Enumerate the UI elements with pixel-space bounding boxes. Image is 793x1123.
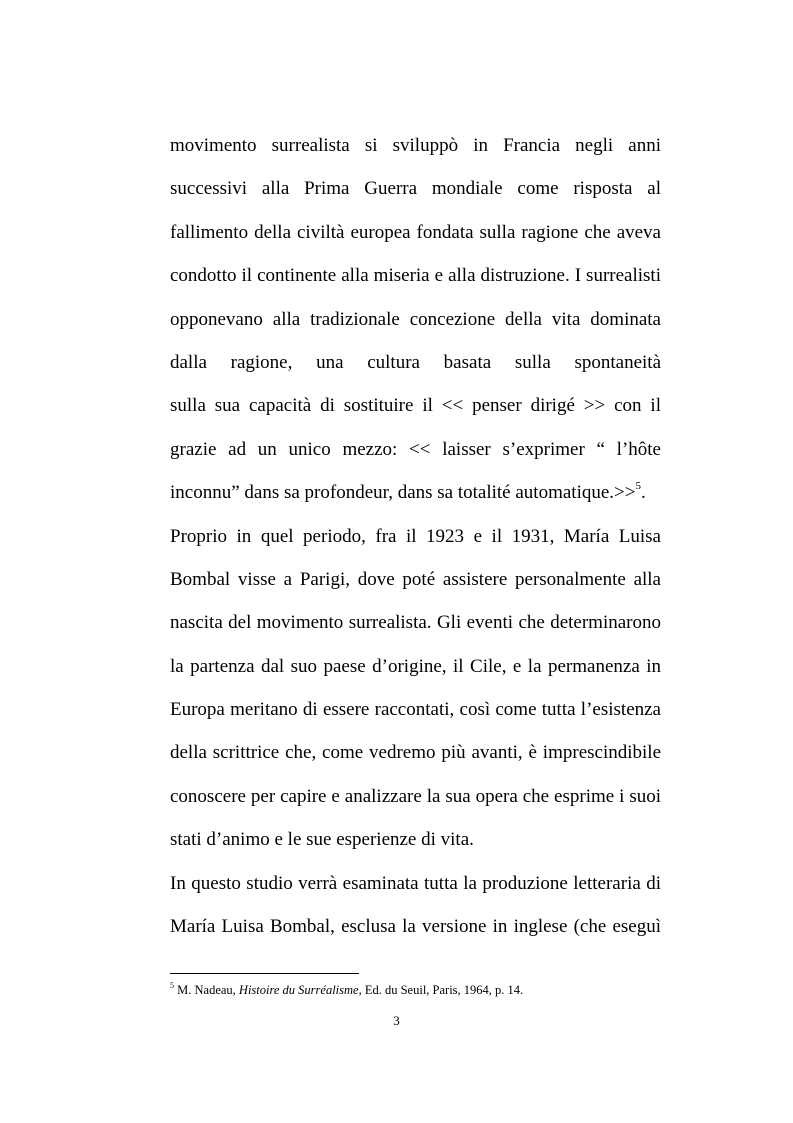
text-line: dalla ragione, una cultura basata sulla spontaneità [170, 351, 661, 373]
footnote-divider [170, 973, 359, 974]
text-line: Proprio in quel periodo, fra il 1923 e il 1931, María Luisa [170, 525, 661, 547]
footnote-suffix: Ed. du Seuil, Paris, 1964, p. 14. [361, 983, 524, 997]
text-line: condotto il continente alla miseria e alla distruzione. I surrealisti [170, 265, 661, 287]
body-text [170, 124, 661, 948]
text-line: della scrittrice che, come vedremo più avanti, è imprescindibile [170, 742, 661, 764]
trailing-period: . [640, 482, 646, 504]
text-line: fallimento della civiltà europea fondata sulla ragione che aveva [170, 221, 661, 243]
text-line: grazie ad un unico mezzo: << laisser s’exprimer “ l’hôte [170, 438, 661, 460]
footnote-reference[interactable]: 5 [635, 479, 641, 492]
text-line: sulla sua capacità di sostituire il << penser dirigé >> con il [170, 395, 661, 417]
text-line: In questo studio verrà esaminata tutta la produzione letteraria di [170, 872, 661, 894]
footnote [170, 982, 523, 998]
page-number: 3 [393, 1013, 400, 1028]
text-line: inconnu” dans sa profondeur, dans sa totalité automatique.>> [170, 482, 636, 504]
text-line: María Luisa Bombal, esclusa la versione in inglese (che eseguì [170, 916, 661, 938]
footnote-prefix: M. Nadeau, [174, 983, 239, 997]
text-line: Europa meritano di essere raccontati, così come tutta l’esistenza [170, 699, 661, 721]
text-line: Bombal visse a Parigi, dove poté assistere personalmente alla [170, 568, 661, 590]
text-line: opponevano alla tradizionale concezione della vita dominata [170, 308, 661, 330]
text-line: nascita del movimento surrealista. Gli eventi che determinarono [170, 612, 661, 634]
text-line: successivi alla Prima Guerra mondiale come risposta al [170, 178, 661, 200]
text-line: movimento surrealista si sviluppò in Francia negli anni [170, 135, 661, 156]
footnote-book-title: Histoire du Surréalisme, [238, 983, 362, 997]
text-line: conoscere per capire e analizzare la sua opera che esprime i suoi [170, 785, 661, 807]
text-line-with-footnote [170, 471, 661, 514]
footnote-marker: 5 [170, 980, 174, 990]
text-line: la partenza dal suo paese d’origine, il Cile, e la permanenza in [170, 655, 661, 677]
text-line: stati d’animo e le sue esperienze di vita. [170, 829, 474, 851]
